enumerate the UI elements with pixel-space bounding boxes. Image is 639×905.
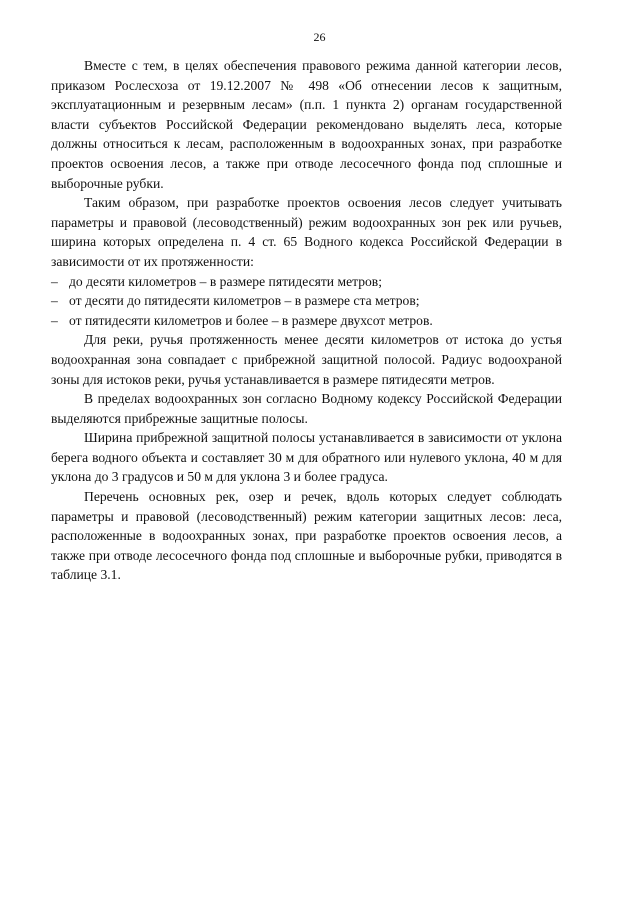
paragraph: В пределах водоохранных зон согласно Водному кодексу Российской Федерации выделяются прибрежные защитные полосы.: [51, 391, 562, 426]
paragraph: Вместе с тем, в целях обеспечения правового режима данной категории лесов, приказом Рослесхоза от 19.12.2007 № 498 «Об отнесении лесов к защитным, эксплуатационным и резервным лесам» (п.п. 1 пункта 2) органам государственной власти субъектов Российской Федерации рекомендовано выделять леса, которые должны относиться к лесам, расположенным в водоохранных зонах, при разработке проектов освоения лесов, а также при отводе лесосечного фонда под сплошные и выборочные рубки.: [51, 58, 562, 191]
list-item-text: от пятидесяти километров и более – в размере двухсот метров.: [69, 312, 433, 328]
list-item: [51, 272, 562, 292]
paragraph: Для реки, ручья протяженность менее десяти километров от истока до устья водоохранная зона совпадает с прибрежной защитной полосой. Радиус водоохраной зоны для истоков реки, ручья устанавливается в размере пятидесяти метров.: [51, 332, 562, 387]
list-dash: –: [51, 312, 58, 328]
document-body: [51, 56, 562, 585]
list-item-text: от десяти до пятидесяти километров – в размере ста метров;: [69, 293, 420, 309]
list-dash: –: [51, 293, 58, 309]
paragraph: Ширина прибрежной защитной полосы устанавливается в зависимости от уклона берега водного объекта и составляет 30 м для обратного или нулевого уклона, 40 м для уклона до 3 градусов и 50 м для уклона 3 и более градуса.: [51, 430, 562, 485]
page-number: 26: [313, 30, 326, 44]
list-item-text: до десяти километров – в размере пятидесяти метров;: [69, 273, 383, 289]
list-item: [51, 291, 562, 311]
buffer-zone-width-list: [51, 272, 562, 331]
list-dash: –: [51, 273, 58, 289]
paragraph: Перечень основных рек, озер и речек, вдоль которых следует соблюдать параметры и правовой (лесоводственный) режим категории защитных лесов: леса, расположенные в водоохранных зонах, при разработке проектов освоения лесов, а также при отводе лесосечного фонда под сплошные и выборочные рубки, приводятся в таблице 3.1.: [51, 489, 562, 583]
list-item: [51, 311, 562, 331]
paragraph: Таким образом, при разработке проектов освоения лесов следует учитывать параметры и правовой (лесоводственный) режим водоохранных зон рек или ручьев, ширина которых определена п. 4 ст. 65 Водного кодекса Российской Федерации в зависимости от их протяженности:: [51, 195, 562, 269]
